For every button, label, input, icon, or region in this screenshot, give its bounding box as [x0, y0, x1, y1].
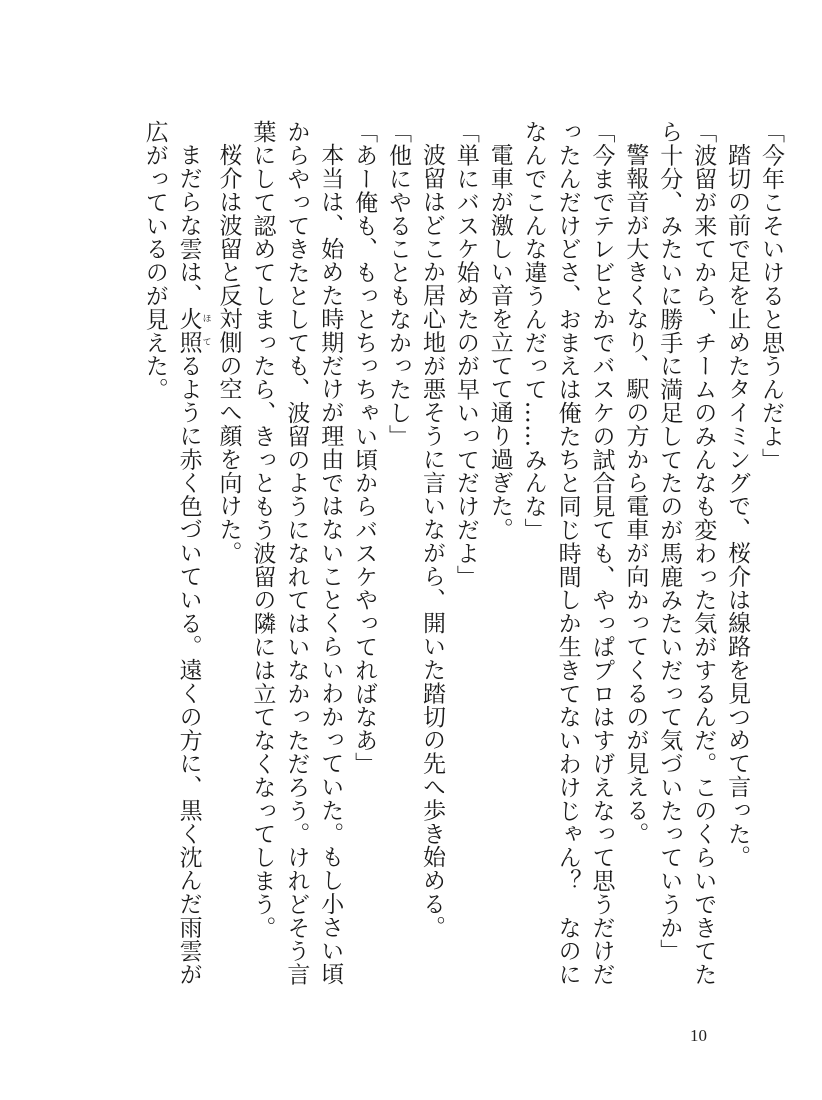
- paragraph-6: 電車が激しい音を立てて通り過ぎた。: [486, 143, 513, 541]
- paragraph-8: 波留はどこか居心地が悪そうに言いながら、開いた踏切の先へ歩き始める。: [418, 143, 445, 939]
- furigana-base: 火照: [175, 306, 202, 354]
- paragraph-5: 「今までテレビとかでバスケの試合見ても、やっぱプロはすげえなって思うだけだったんだけどさ、おまえは俺たちと同じ時間しか生きてないわけじゃん？ なのになんでこんな違うんだって……みんな」: [520, 120, 615, 986]
- paragraph-1: 「今年こそいけると思うんだよ」: [758, 120, 784, 471]
- furigana-reading: ほて: [200, 306, 211, 354]
- paragraph-9: 「他にやることもなかったし」: [385, 120, 412, 448]
- paragraph-10: 「あー俺も、もっとちっちゃい頃からバスケやってればなあ」: [351, 120, 378, 776]
- paragraph-4: 警報音が大きくなり、駅の方から電車が向かってくるのが見える。: [622, 143, 649, 845]
- paragraph-13: [137, 120, 211, 1000]
- furigana-word: [175, 306, 211, 354]
- paragraph-2: 踏切の前で足を止めたタイミングで、桜介は線路を見つめて言った。: [724, 143, 751, 869]
- paragraph-13-before: まだらな雲は、: [175, 143, 202, 307]
- page-number: 10: [690, 1026, 707, 1045]
- paragraph-7: 「単にバスケ始めたのが早いってだけだよ」: [452, 120, 479, 588]
- paragraph-13-after: るように赤く色づいている。遠くの方に、黒く沈んだ雨雲が広がっているのが見えた。: [141, 120, 202, 986]
- vertical-text-body: [137, 120, 787, 1000]
- paragraph-12: 桜介は波留と反対側の空へ顔を向けた。: [215, 143, 242, 565]
- paragraph-3: 「波留が来てから、チームのみんなも変わった気がするんだ。このくらいできてたら十分、みたいに勝手に満足してたのが馬鹿みたいだって気づいたっていうか」: [656, 120, 717, 986]
- paragraph-11: 本当は、始めた時期だけが理由ではないことくらいわかっていた。もし小さい頃からやってきたとしても、波留のようになれてはいなかっただろう。けれどそう言葉にして認めてしまったら、きっともう波留の隣には立てなくなってしまう。: [249, 120, 344, 986]
